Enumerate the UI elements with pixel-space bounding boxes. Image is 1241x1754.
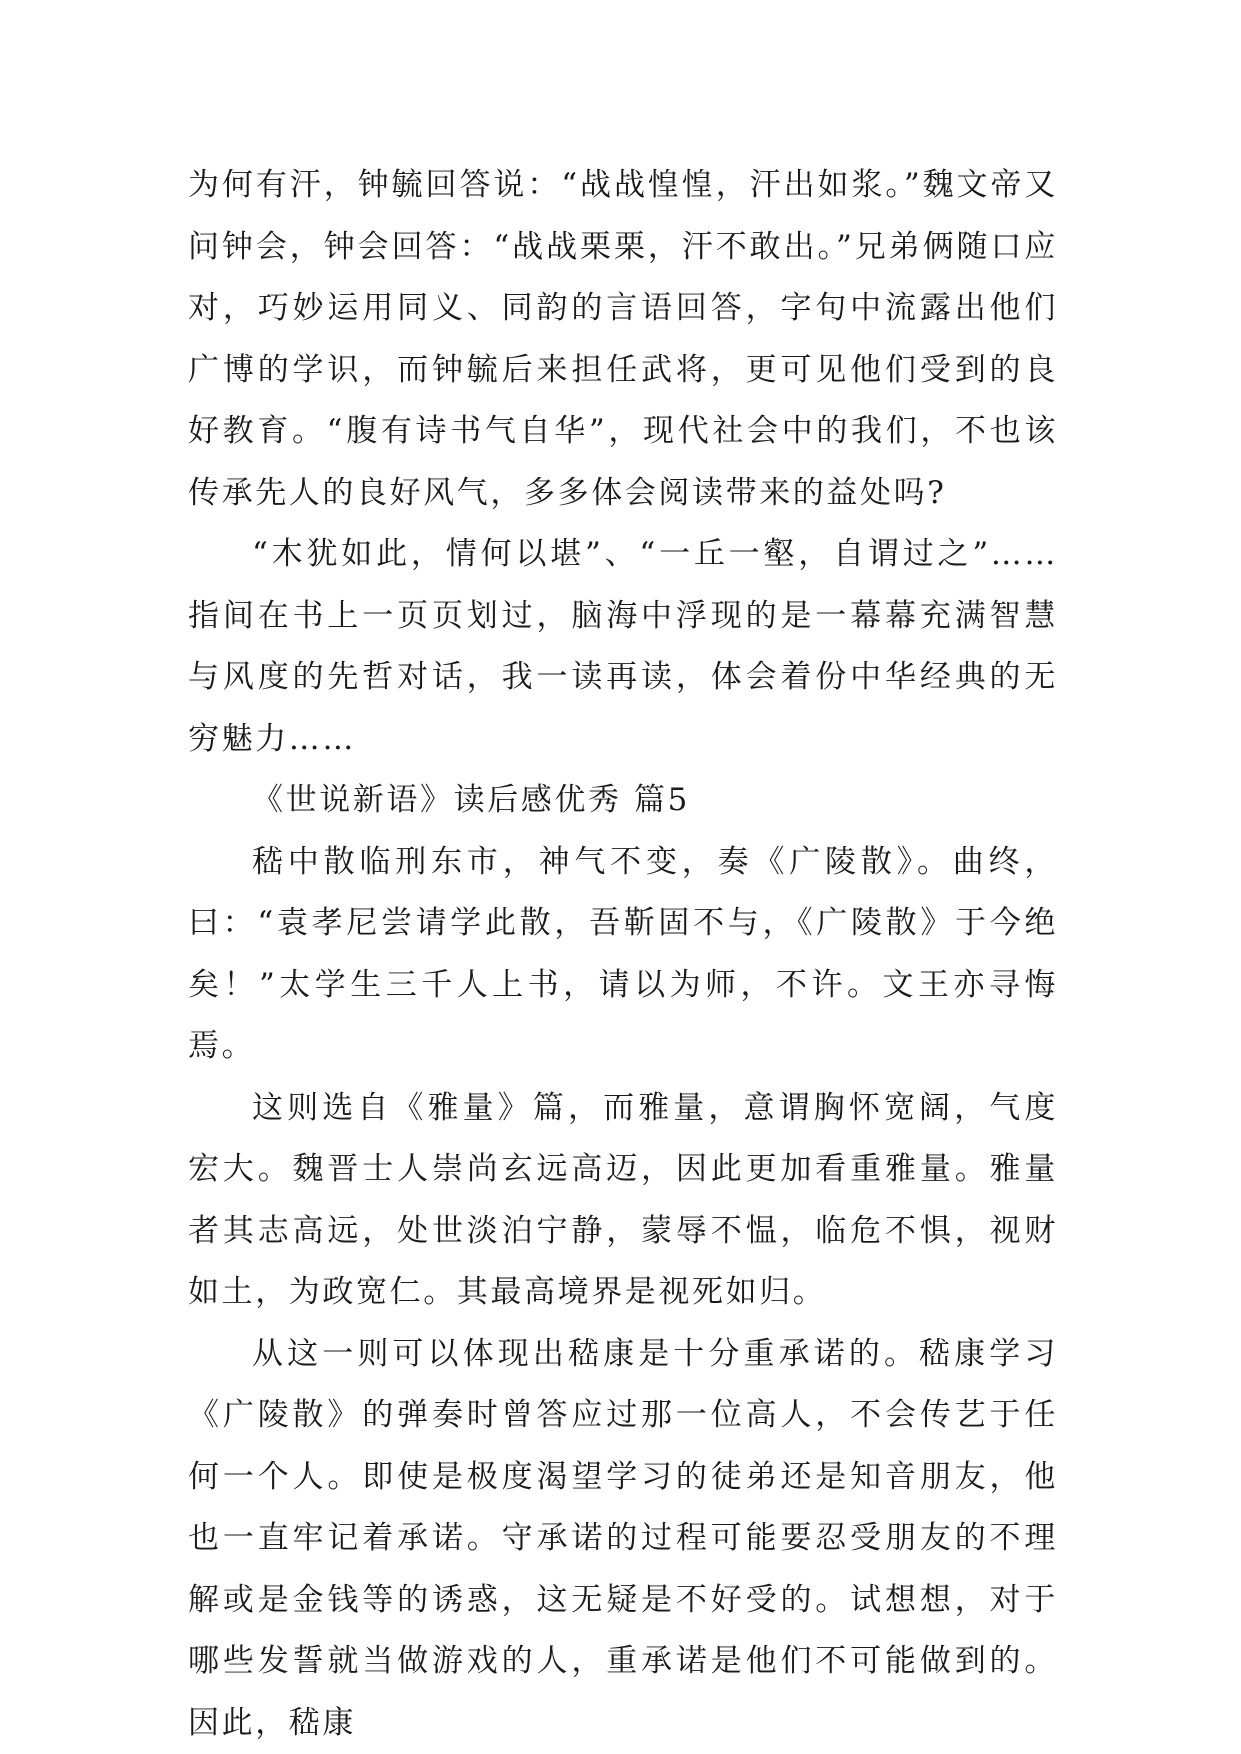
section-heading: 《世说新语》读后感优秀 篇5 xyxy=(252,782,690,818)
paragraph-promise: 从这一则可以体现出嵇康是十分重承诺的。嵇康学习《广陵散》的弹奏时曾答应过那一位高人，不会传艺于任何一个人。即使是极度渴望学习的徒弟还是知音朋友，他也一直牢记着承诺。守承诺的过程可能要忍受朋友的不理解或是金钱等的诱惑，这无疑是不好受的。试想想，对于哪些发誓就当做游戏的人，重承诺是他们不可能做到的。因此，嵇康 xyxy=(188,1335,1058,1741)
paragraph-quotes: “木犹如此，情何以堪”、“一丘一壑，自谓过之”……指间在书上一页页划过，脑海中浮现的是一幕幕充满智慧与风度的先哲对话，我一读再读，体会着份中华经典的无穷魅力…… xyxy=(188,536,1058,757)
document-body xyxy=(188,155,1058,1754)
paragraph-anecdote: 嵇中散临刑东市，神气不变，奏《广陵散》。曲终，曰：“袁孝尼尝请学此散，吾靳固不与，《广陵散》于今绝矣！”太学生三千人上书，请以为师，不许。文王亦寻悔焉。 xyxy=(188,843,1058,1064)
paragraph-continuation: 为何有汗，钟毓回答说：“战战惶惶，汗出如浆。”魏文帝又问钟会，钟会回答：“战战栗栗，汗不敢出。”兄弟俩随口应对，巧妙运用同义、同韵的言语回答，字句中流露出他们广博的学识，而钟毓后来担任武将，更可见他们受到的良好教育。“腹有诗书气自华”，现代社会中的我们，不也该传承先人的良好风气，多多体会阅读带来的益处吗? xyxy=(188,167,1058,511)
paragraph-yaliang: 这则选自《雅量》篇，而雅量，意谓胸怀宽阔，气度宏大。魏晋士人崇尚玄远高迈，因此更加看重雅量。雅量者其志高远，处世淡泊宁静，蒙辱不愠，临危不惧，视财如土，为政宽仁。其最高境界是视死如归。 xyxy=(188,1089,1058,1310)
